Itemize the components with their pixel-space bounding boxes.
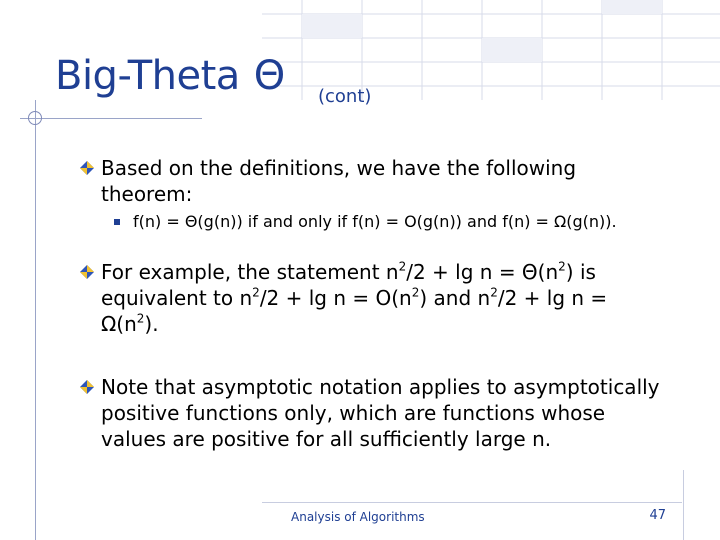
sub-bullet-1: [114, 211, 654, 233]
diamond-bullet-icon: [80, 265, 94, 279]
bullet-2: [80, 259, 670, 337]
footer-rule: [262, 502, 682, 503]
bullet-2-part: ) is equivalent to n: [101, 260, 596, 310]
bullet-3-text: Note that asymptotic notation applies to asymptotically positive functions only, which are functions whose values are positive for all sufficiently large n.: [101, 375, 660, 451]
bullet-3: [80, 374, 670, 452]
decorative-grid: [262, 0, 720, 100]
diamond-bullet-icon: [80, 380, 94, 394]
title-underline: [20, 118, 202, 119]
bullet-2-part: /2 + lg n = Θ(n: [406, 260, 559, 284]
bullet-2-part: /2 + lg n = Ω(n: [101, 286, 608, 336]
footer-label: Analysis of Algorithms: [291, 510, 425, 524]
superscript: 2: [558, 259, 566, 274]
theta-symbol: Θ: [253, 53, 285, 99]
bullet-2-text: [101, 259, 670, 337]
slide-title: [55, 53, 285, 99]
bullet-2-part: ) and n: [419, 286, 491, 310]
superscript: 2: [136, 311, 145, 326]
bullet-2-part: For example, the statement n: [101, 260, 399, 284]
superscript: 2: [490, 285, 498, 300]
superscript: 2: [398, 259, 407, 274]
sub-bullet-1-text: f(n) = Θ(g(n)) if and only if f(n) = O(g(n)) and f(n) = Ω(g(n)).: [133, 212, 617, 231]
square-bullet-icon: [114, 219, 120, 225]
superscript: 2: [411, 285, 420, 300]
title-suffix: (cont): [318, 86, 372, 107]
superscript: 2: [252, 285, 260, 300]
bullet-2-part: /2 + lg n = O(n: [259, 286, 412, 310]
bullet-1-text: Based on the definitions, we have the following theorem:: [101, 156, 577, 206]
bullet-2-part: ).: [144, 312, 159, 336]
page-number: 47: [649, 508, 666, 523]
bullet-1: [80, 155, 670, 207]
left-rule: [35, 100, 36, 540]
crosshair-circle-icon: [28, 111, 42, 125]
footer-vertical-rule: [683, 470, 684, 540]
diamond-bullet-icon: [80, 161, 94, 175]
title-text: Big-Theta: [55, 53, 240, 99]
